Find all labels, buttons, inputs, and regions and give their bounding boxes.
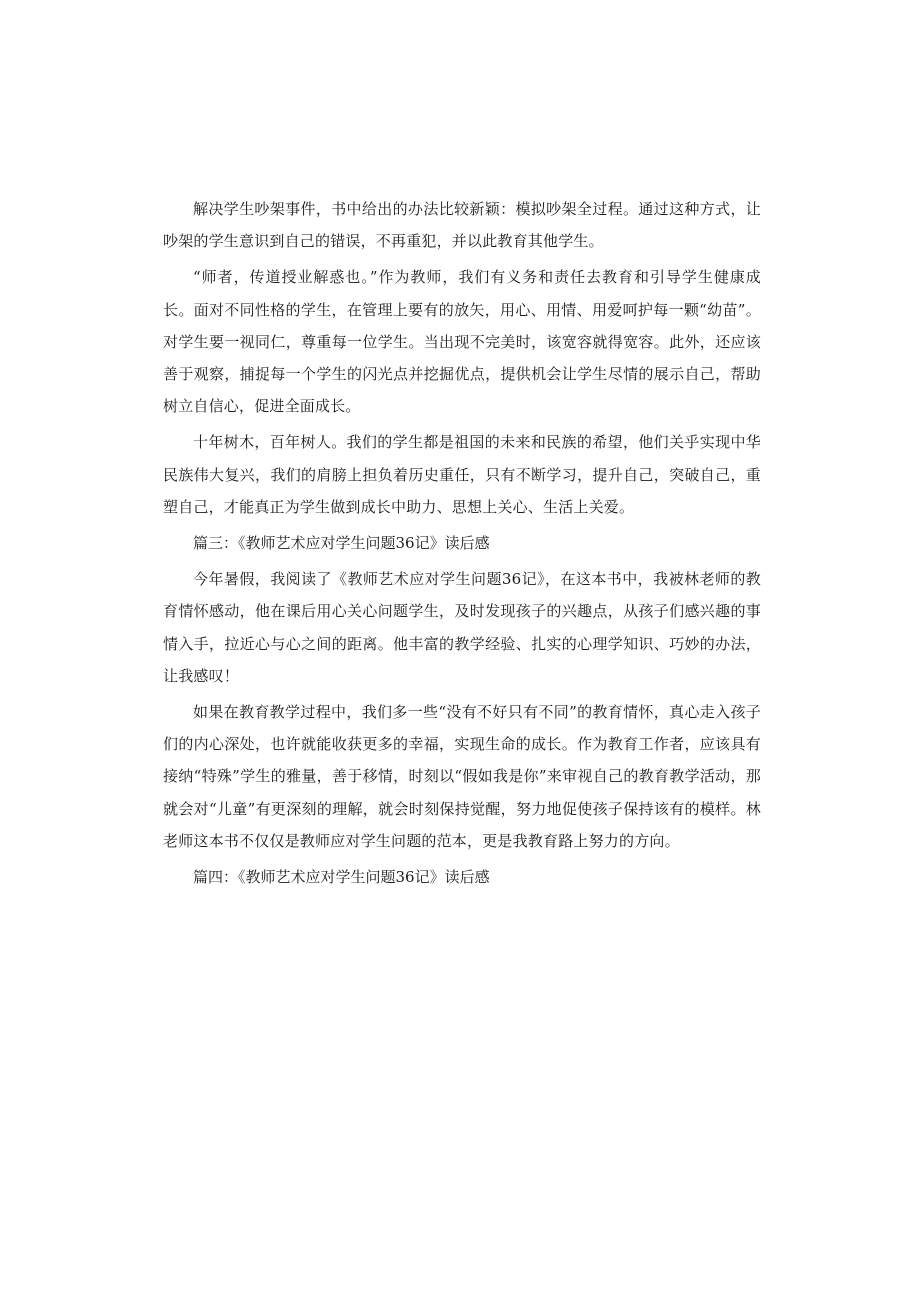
document-body	[163, 193, 761, 897]
section-heading-4: 篇四：《教师艺术应对学生问题36记》读后感	[193, 868, 490, 887]
paragraph-education-sentiment: 如果在教育教学过程中，我们多一些“没有不好只有不同”的教育情怀，真心走入孩子们的内心深处，也许就能收获更多的幸福，实现生命的成长。作为教育工作者，应该具有接纳“特殊”学生的雅量，善于移情，时刻以“假如我是你”来审视自己的教育教学活动，那就会对“儿童”有更深刻的理解，就会时刻保持觉醒，努力地促使孩子保持该有的模样。林老师这本书不仅仅是教师应对学生问题的范本，更是我教育路上努力的方向。	[163, 703, 761, 850]
section-heading-3: 篇三：《教师艺术应对学生问题36记》读后感	[193, 534, 490, 553]
paragraph-teacher-duty: “师者，传道授业解惑也。”作为教师，我们有义务和责任去教育和引导学生健康成长。面对不同性格的学生，在管理上要有的放矢，用心、用情、用爱呵护每一颗“幼苗”。对学生要一视同仁，尊重每一位学生。当出现不完美时，该宽容就得宽容。此外，还应该善于观察，捕捉每一个学生的闪光点并挖掘优点，提供机会让学生尽情的展示自己，帮助树立自信心，促进全面成长。	[163, 268, 761, 416]
paragraph-quarrel: 解决学生吵架事件，书中给出的办法比较新颖：模拟吵架全过程。通过这种方式，让吵架的学生意识到自己的错误，不再重犯，并以此教育其他学生。	[163, 200, 761, 251]
paragraph-nurture: 十年树木，百年树人。我们的学生都是祖国的未来和民族的希望，他们关乎实现中华民族伟大复兴，我们的肩膀上担负着历史重任，只有不断学习，提升自己，突破自己，重塑自己，才能真正为学生做到成长中助力、思想上关心、生活上关爱。	[163, 433, 761, 516]
paragraph-summer-reading: 今年暑假，我阅读了《教师艺术应对学生问题36记》，在这本书中，我被林老师的教育情怀感动，他在课后用心关心问题学生，及时发现孩子的兴趣点，从孩子们感兴趣的事情入手，拉近心与心之间的距离。他丰富的教学经验、扎实的心理学知识、巧妙的办法，让我感叹！	[163, 570, 761, 685]
